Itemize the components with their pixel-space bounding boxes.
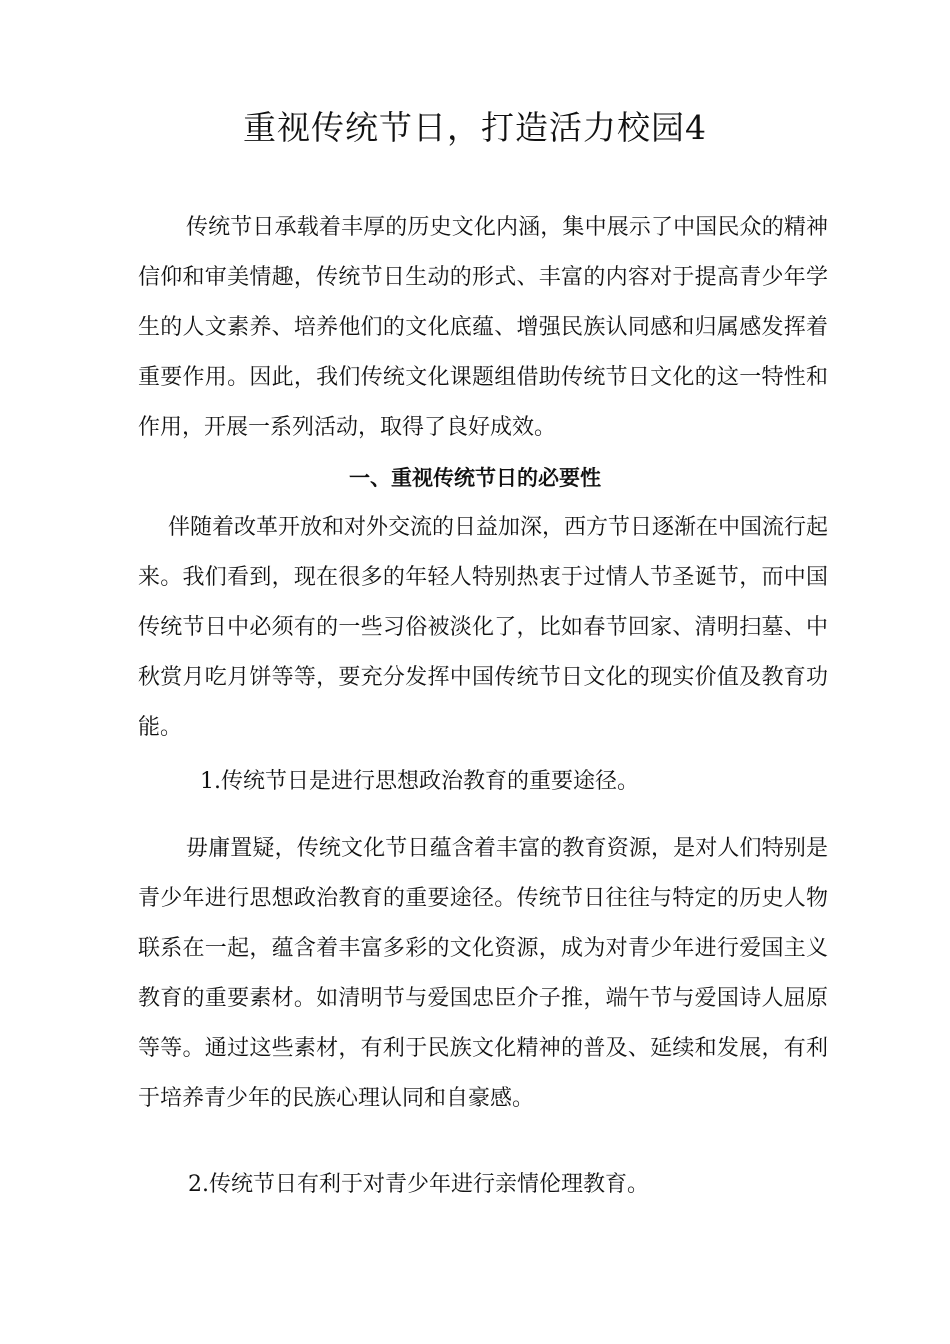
subheading-family-ethics: 2.传统节日有利于对青少年进行亲情伦理教育。 — [188, 1172, 649, 1197]
intro-paragraph: 传统节日承载着丰厚的历史文化内涵，集中展示了中国民众的精神信仰和审美情趣，传统节日生动的形式、丰富的内容对于提高青少年学生的人文素养、培养他们的文化底蕴、增强民族认同感和归属感发挥着重要作用。因此，我们传统文化课题组借助传统节日文化的这一特性和作用，开展一系列活动，取得了良好成效。 — [138, 215, 828, 440]
body-paragraph-western-festivals: 伴随着改革开放和对外交流的日益加深，西方节日逐渐在中国流行起来。我们看到，现在很多的年轻人特别热衷于过情人节圣诞节，而中国传统节日中必须有的一些习俗被淡化了，比如春节回家、清明扫墓、中秋赏月吃月饼等等，要充分发挥中国传统节日文化的现实价值及教育功能。 — [138, 515, 829, 740]
body-paragraph-education-resources: 毋庸置疑，传统文化节日蕴含着丰富的教育资源，是对人们特别是青少年进行思想政治教育的重要途径。传统节日往往与特定的历史人物联系在一起，蕴含着丰富多彩的文化资源，成为对青少年进行爱国主义教育的重要素材。如清明节与爱国忠臣介子推，端午节与爱国诗人屈原等等。通过这些素材，有利于民族文化精神的普及、延续和发展，有利于培养青少年的民族心理认同和自豪感。 — [138, 836, 828, 1111]
document-title: 重视传统节日，打造活力校园4 — [243, 108, 707, 147]
subheading-political-education: 1.传统节日是进行思想政治教育的重要途径。 — [200, 769, 639, 794]
section-heading-necessity: 一、重视传统节日的必要性 — [349, 466, 601, 490]
